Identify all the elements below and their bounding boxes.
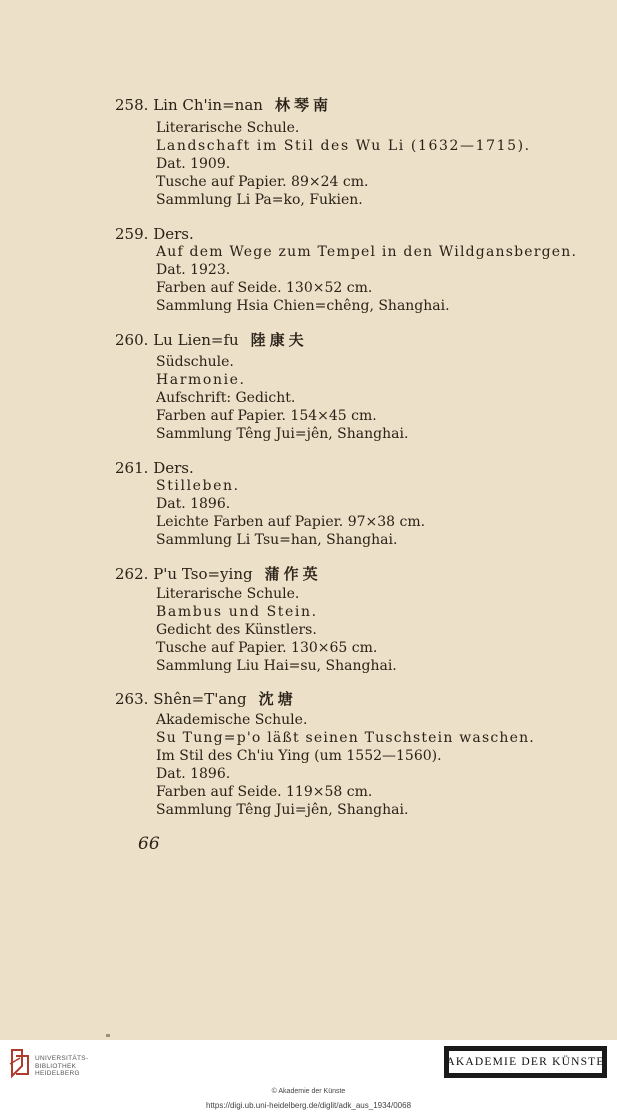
entry-line: Aufschrift: Gedicht. (156, 390, 296, 406)
entry-heading (115, 565, 322, 583)
entry-line: Dat. 1896. (156, 766, 231, 782)
entry-line: Im Stil des Ch'iu Ying (um 1552—1560). (156, 748, 442, 764)
artist-name: Ders. (153, 225, 194, 243)
chinese-name: 沈塘 (258, 690, 297, 708)
chinese-name: 陸康夫 (250, 331, 308, 349)
entry-number: 259. (115, 225, 149, 243)
entry-line: Farben auf Seide. 130×52 cm. (156, 280, 373, 296)
entry-line: Bambus und Stein. (156, 604, 318, 620)
entry-line: Literarische Schule. (156, 586, 300, 602)
chinese-name: 蒲作英 (264, 565, 322, 583)
entry-line: Sammlung Liu Hai=su, Shanghai. (156, 658, 397, 674)
entry-line: Farben auf Seide. 119×58 cm. (156, 784, 373, 800)
entry-heading (115, 225, 194, 243)
entry-number: 262. (115, 565, 149, 583)
library-name (35, 1055, 88, 1078)
entry-line: Sammlung Hsia Chien=chêng, Shanghai. (156, 298, 450, 314)
entry-line: Leichte Farben auf Papier. 97×38 cm. (156, 514, 426, 530)
entry-line: Su Tung=p'o läßt seinen Tuschstein waschen. (156, 730, 535, 746)
akademie-label: AKADEMIE DER KÜNSTE (446, 1056, 605, 1068)
entry-line: Stilleben. (156, 478, 240, 494)
entry-line: Tusche auf Papier. 89×24 cm. (156, 174, 369, 190)
artist-name: Lu Lien=fu (153, 331, 239, 349)
entry-line: Sammlung Têng Jui=jên, Shanghai. (156, 802, 409, 818)
entry-line: Sammlung Li Tsu=han, Shanghai. (156, 532, 398, 548)
artist-name: Shên=T'ang (153, 690, 247, 708)
permalink-url[interactable]: https://digi.ub.uni-heidelberg.de/diglit/adk_aus_1934/0068 (205, 1101, 412, 1110)
entry-line: Farben auf Papier. 154×45 cm. (156, 408, 377, 424)
entry-number: 261. (115, 459, 149, 477)
entry-line: Sammlung Li Pa=ko, Fukien. (156, 192, 363, 208)
artist-name: P'u Tso=ying (153, 565, 253, 583)
entry-line: Südschule. (156, 354, 234, 370)
entry-line: Literarische Schule. (156, 120, 300, 136)
page-number: 66 (138, 834, 160, 854)
entry-number: 260. (115, 331, 149, 349)
entry-line: Dat. 1923. (156, 262, 231, 278)
entry-number: 258. (115, 96, 149, 114)
library-name-line: BIBLIOTHEK (35, 1062, 77, 1070)
entry-line: Akademische Schule. (156, 712, 308, 728)
library-name-line: UNIVERSITÄTS- (35, 1055, 89, 1062)
entry-line: Gedicht des Künstlers. (156, 622, 317, 638)
entry-heading (115, 331, 308, 349)
artist-name: Lin Ch'in=nan (153, 96, 263, 114)
entry-line: Landschaft im Stil des Wu Li (1632—1715). (156, 138, 531, 154)
copyright-notice: © Akademie der Künste (271, 1088, 346, 1095)
entry-heading (115, 690, 297, 708)
entry-line: Auf dem Wege zum Tempel in den Wildgansbergen. (156, 244, 578, 260)
entry-line: Tusche auf Papier. 130×65 cm. (156, 640, 378, 656)
entry-heading (115, 459, 194, 477)
library-name-line: HEIDELBERG (35, 1070, 80, 1077)
akademie-der-kuenste-badge[interactable] (444, 1046, 607, 1078)
entry-line: Sammlung Têng Jui=jên, Shanghai. (156, 426, 409, 442)
entry-line: Harmonie. (156, 372, 246, 388)
library-emblem-icon (8, 1046, 32, 1080)
artist-name: Ders. (153, 459, 194, 477)
entry-line: Dat. 1896. (156, 496, 231, 512)
entry-heading (115, 96, 332, 114)
akademie-badge-inner (446, 1051, 605, 1073)
page-mark (106, 1034, 110, 1037)
chinese-name: 林琴南 (274, 96, 332, 114)
university-library-logo[interactable] (8, 1046, 138, 1082)
viewer-footer (0, 1040, 617, 1114)
entry-number: 263. (115, 690, 149, 708)
entry-line: Dat. 1909. (156, 156, 231, 172)
